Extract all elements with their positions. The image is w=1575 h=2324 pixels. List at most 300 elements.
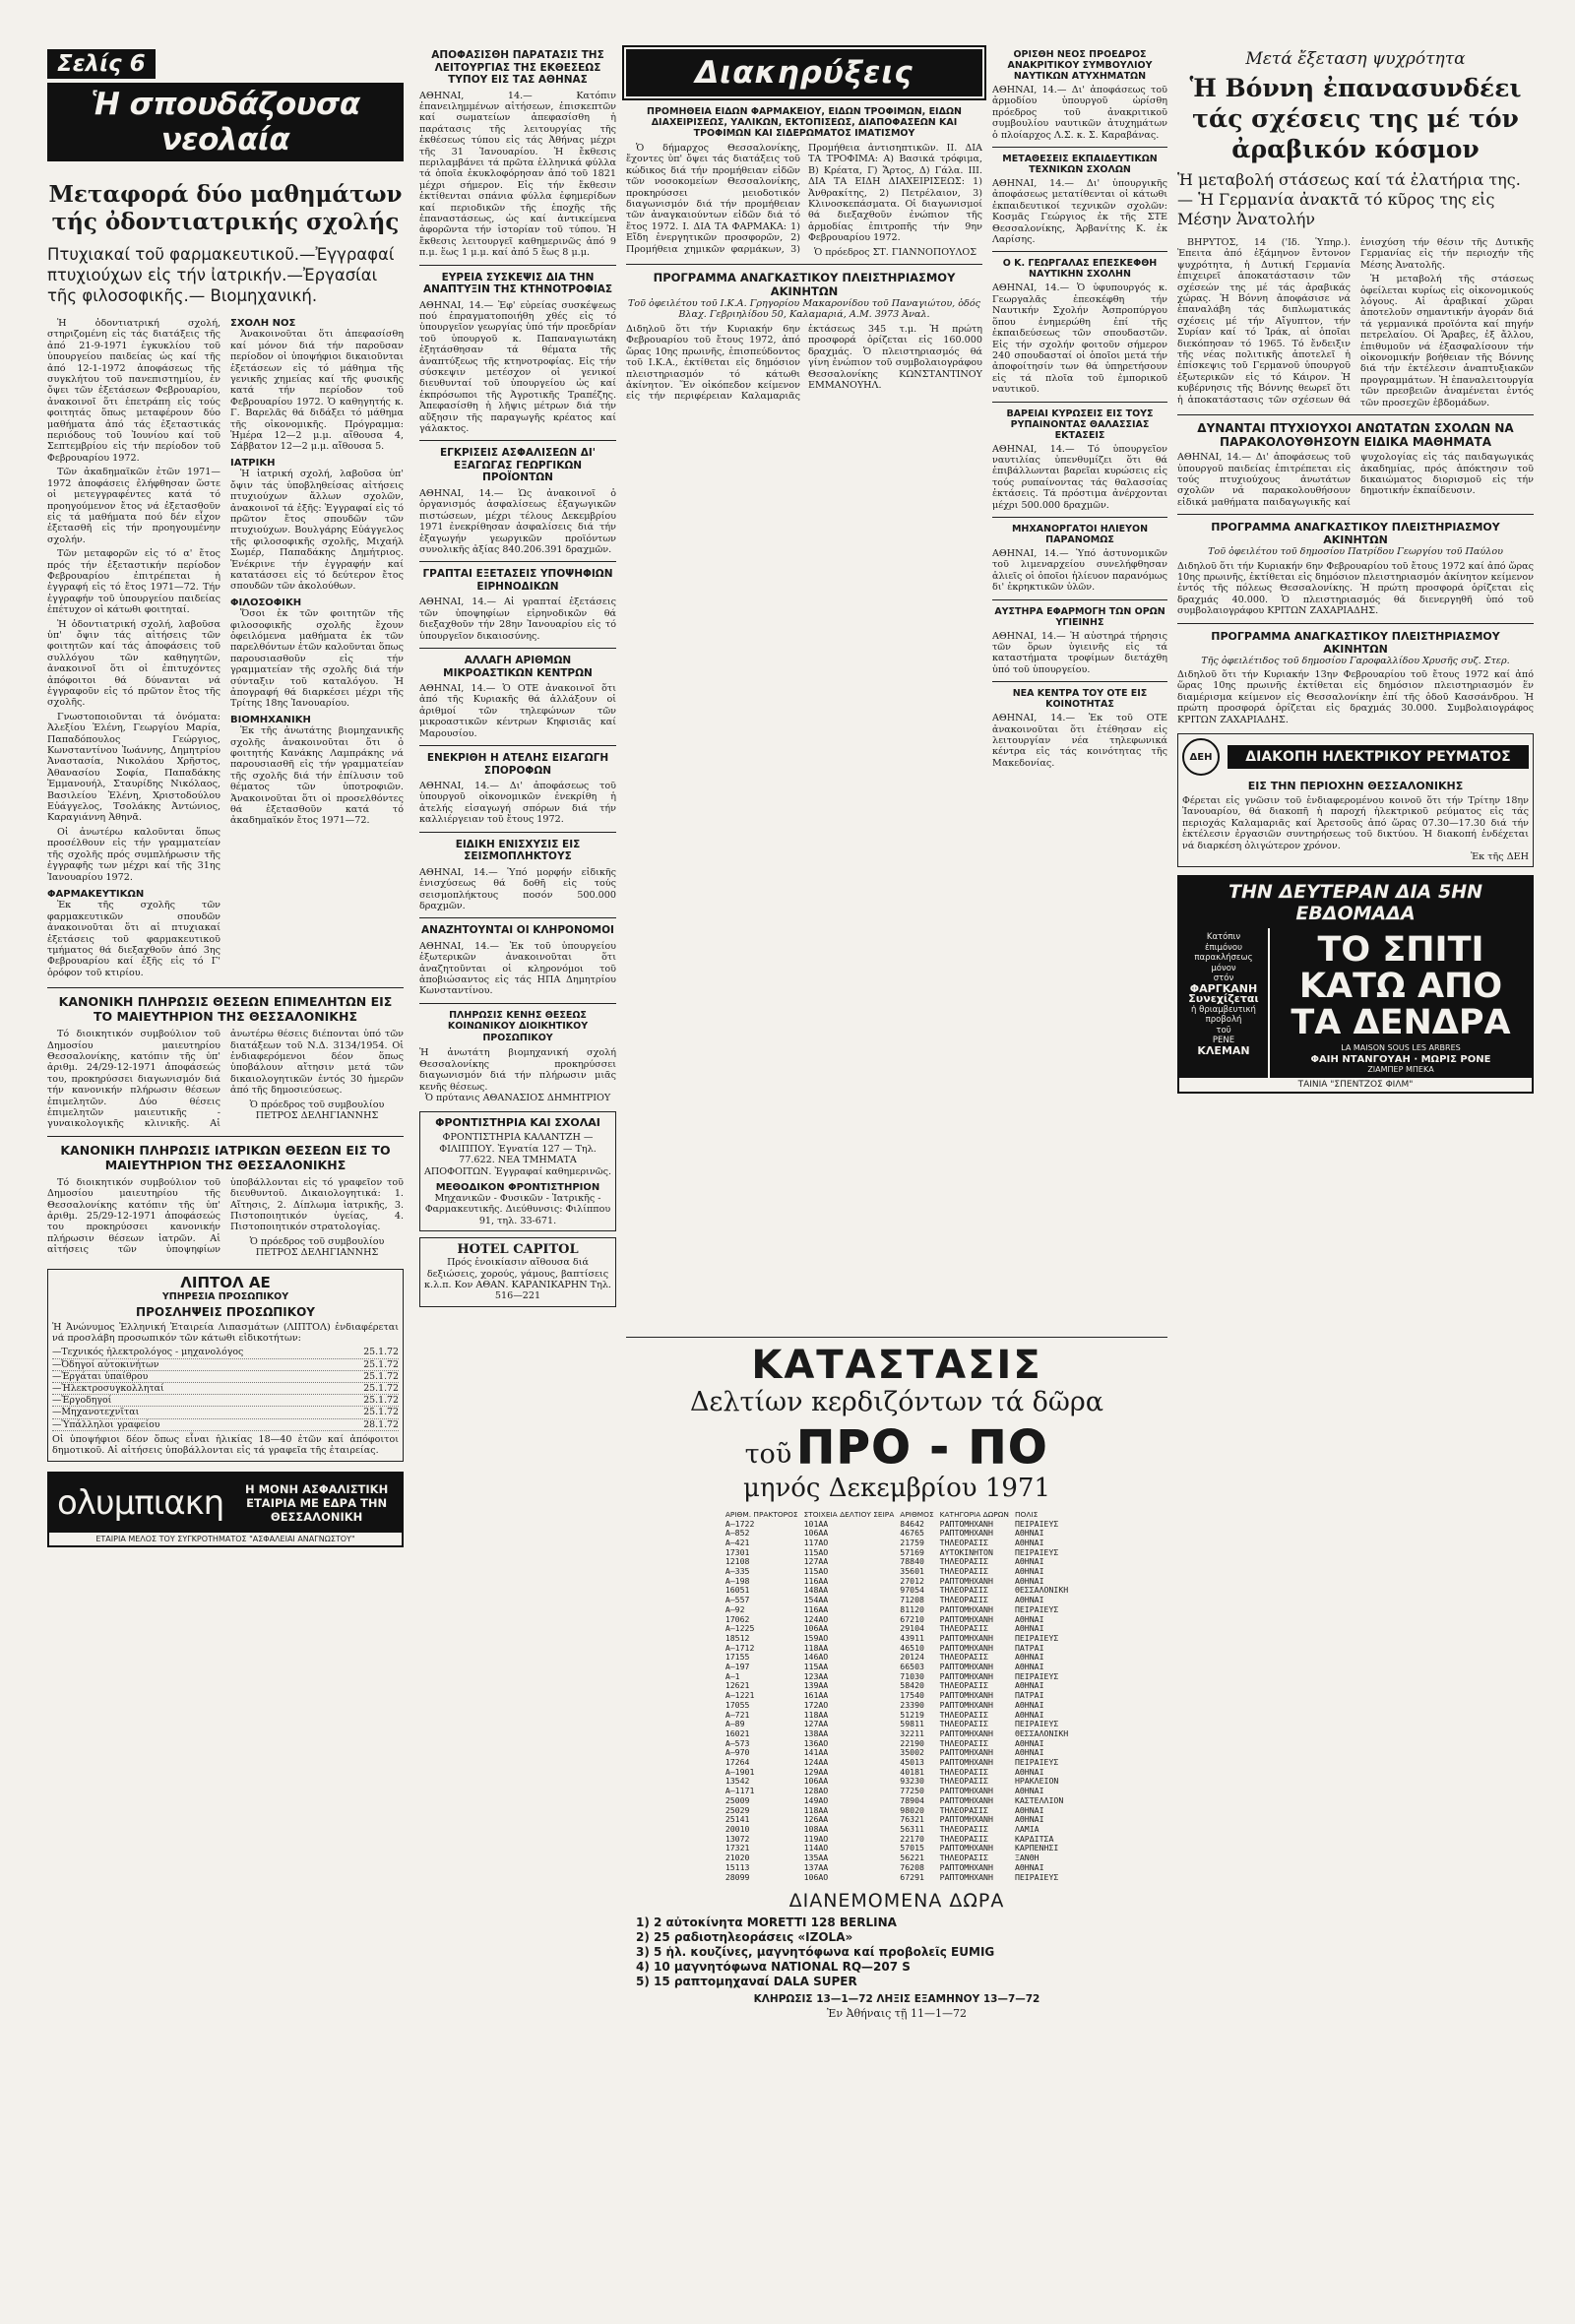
article-ygieini: ΑΘΗΝΑΙ, 14.— Ἡ αὐστηρά τήρησις τῶν ὅρων ὑγιεινῆς εἰς τά καταστήματα τροφίμων διετάχθη ὑπό τοῦ ὑπουργείου. — [992, 630, 1167, 675]
method-text: Μηχανικῶν - Φυσικῶν - Ἰατρικῆς - Φαρμακευτικῆς. Διεύθυνσις: Φιλίππου 91, τηλ. 33-671. — [424, 1193, 611, 1226]
table-cell: 12621 — [724, 1680, 750, 1691]
bonn-subtitle: Ἡ μεταβολή στάσεως καί τά ἐλατήρια της.— Ἡ Γερμανία ἀνακτᾶ τό κῦρος της εἰς Μέσην Ἀνατολήν — [1177, 170, 1521, 228]
ad-frontistiria — [419, 1111, 616, 1231]
table-cell: ΠΕΙΡΑΙΕΥΣ — [1014, 1632, 1059, 1643]
auction-title-garofallidou: ΠΡΟΓΡΑΜΜΑ ΑΝΑΓΚΑΣΤΙΚΟΥ ΠΛΕΙΣΤΗΡΙΑΣΜΟΥ ΑΚΙΝΗΤΩΝ — [1211, 629, 1500, 656]
table-cell: Α—852 — [724, 1528, 750, 1539]
cinema-left-line: μόνον — [1211, 963, 1236, 974]
table-cell: ΤΗΛΕΟΡΑΣΙΣ — [939, 1804, 988, 1815]
deh-title: ΔΙΑΚΟΠΗ ΗΛΕΚΤΡΙΚΟΥ ΡΕΥΜΑΤΟΣ — [1228, 745, 1529, 769]
liptol-item — [52, 1407, 399, 1418]
cinema-left-line: στόν — [1213, 974, 1234, 984]
table-cell: 27012 — [900, 1575, 924, 1586]
article-asfaliseis: ΑΘΗΝΑΙ, 14.— Ὡς ἀνακοινοῖ ὁ ὀργανισμός ἀσφαλίσεως ἐξαγωγικῶν πιστώσεων, μέχρι τέλους Δεκεμβρίου 1971 ἐνεκρίθησαν ἀσφαλίσεις διά τήν ἐξαγωγήν γεωργικῶν προϊόντων συνολικῆς ἀξίας 840.206.391 δραχμῶν. — [419, 487, 616, 555]
table-cell: Α—92 — [724, 1603, 745, 1614]
table-cell: 25029 — [724, 1804, 750, 1815]
propo-month: μηνός Δεκεμβρίου 1971 — [742, 1474, 1051, 1503]
table-cell: 149ΑΟ — [803, 1794, 829, 1805]
article-sporofon: ΑΘΗΝΑΙ, 14.— Δι' ἀποφάσεως τοῦ ὑπουργοῦ οἰκονομικῶν ἐνεκρίθη ἡ ἀτελής εἰσαγωγή σπόρων διά τήν καλλιέργειαν τοῦ ἔτους 1972. — [419, 781, 616, 826]
gifts-list — [626, 1916, 1167, 1989]
table-cell: ΡΑΠΤΟΜΗΧΑΝΗ — [939, 1518, 993, 1529]
paragraph: Ὁ δήμαρχος Θεσσαλονίκης, ἔχοντες ὑπ' ὄψει τάς διατάξεις τοῦ κώδικος διά τήν προμήθειαν εἰδῶν τῶν νοσοκομείων Θεσσαλονίκης, προκηρύσσει μειοδοτικόν διαγωνισμόν διά τήν προμήθειαν τῶν ἀναγκαιούντων εἰδῶν διά τό ἔτος 1972. Ι. ΔΙΑ ΤΑ ΦΑΡΜΑΚΑ: 1) Εἴδη ἐνεργητικῶν προσφορῶν, 2) Προμήθεια χημικῶν φαρμάκων, 3) Προμήθεια ἀντισηπτικῶν. ΙΙ. ΔΙΑ ΤΑ ΤΡΟΦΙΜΑ: Α) Βασικά τρόφιμα, Β) Κρέατα, Γ) Ἄρτος, Δ) Γάλα. ΙΙΙ. ΔΙΑ ΤΑ ΕΙΔΗ ΔΙΑΧΕΙΡΙΣΕΩΣ: 1) Ἀνθρακίτης, 2) Πετρέλαιον, 3) Κλινοσκεπάσματα. Οἱ διαγωνισμοί θά διεξαχθοῦν ἐνώπιον τῆς ἁρμοδίας ἐπιτροπῆς τήν 9ην Φεβρουαρίου 1972. — [626, 143, 982, 255]
diakiryxeis-text — [626, 106, 982, 258]
table-cell: 40181 — [900, 1766, 924, 1777]
table-cell: 84642 — [900, 1518, 924, 1529]
diakiryxi-title: ΠΡΟΜΗΘΕΙΑ ΕΙΔΩΝ ΦΑΡΜΑΚΕΙΟΥ, ΕΙΔΩΝ ΤΡΟΦΙΜΩΝ, ΕΙΔΩΝ ΔΙΑΧΕΙΡΙΣΕΩΣ, ΥΑΛΙΚΩΝ, ΕΚΤΟΠΙΣΕΩΣ, ΔΙΑΠΟΦΑΣΕΩΝ ΚΑΙ ΤΡΟΦΙΜΩΝ ΚΑΙ ΣΙΔΕΡΩΜΑΤΟΣ ΙΜΑΤΙΣΜΟΥ — [647, 106, 962, 139]
liptol-item-date: 25.1.72 — [363, 1395, 399, 1407]
table-cell: ΡΑΠΤΟΜΗΧΑΝΗ — [939, 1814, 993, 1825]
table-cell: ΤΗΛΕΟΡΑΣΙΣ — [939, 1595, 988, 1605]
table-cell: 16021 — [724, 1727, 750, 1738]
table-cell: ΑΘΗΝΑΙ — [1014, 1699, 1044, 1710]
table-cell: 123ΑΑ — [803, 1670, 829, 1681]
table-cell: ΑΘΗΝΑΙ — [1014, 1709, 1044, 1720]
table-cell: 115ΑΟ — [803, 1566, 829, 1577]
paragraph: ΒΗΡΥΤΟΣ, 14 ('Ιδ. Ὑπηρ.). Ἐπειτα ἀπό ἑξάμηνον ἔντονον ψυχρότητα, ἡ Δυτική Γερμανία ἐπιχειρεῖ ἀποκατάστασιν τῶν σχέσεών της μέ τάς ἀραβικάς χώρας. Ἡ Βόννη ἀποφάσισε νά ἐπαναλάβη τάς διπλωματικάς σχέσεις μέ τήν Αἴγυπτον, τήν Συρίαν καί τό Ἰράκ, αἱ ὁποῖαι διεκόπησαν τό 1965. Τό ἔνδειξιν τῆς νέας πολιτικῆς ἀποτελεῖ ἡ ἐπίσκεψις τοῦ Γερμανοῦ ὑπουργοῦ ἐξωτερικῶν εἰς τό Κάιρον. Ἡ κυβέρνησις τῆς Βόννης θεωρεῖ ὅτι ἡ ἀποκατάστασις τῶν σχέσεων θά ἐνισχύση τήν θέσιν τῆς Δυτικῆς Γερμανίας εἰς τήν περιοχήν τῆς Μέσης Ἀνατολῆς. — [1177, 237, 1534, 406]
cinema-french-title: LA MAISON SOUS LES ARBRES — [1341, 1043, 1461, 1053]
bonn-article — [1177, 237, 1534, 408]
cinema-left-line: ἐπιμόνου — [1204, 942, 1243, 953]
table-cell: 17264 — [724, 1757, 750, 1768]
cinema-left-line: ΡΕΝΕ — [1212, 1036, 1235, 1046]
table-cell: 115ΑΑ — [803, 1662, 829, 1672]
table-cell: ΘΕΣΣΑΛΟΝΙΚΗ — [1014, 1727, 1069, 1738]
article-mixanorgatoi: ΑΘΗΝΑΙ, 14.— Ὑπό ἀστυνομικῶν τοῦ λιμεναρχείου συνελήφθησαν ἁλιεῖς οἱ ὁποῖοι ἡλίευον παρανόμως δι' ἐκρηκτικῶν ὑλῶν. — [992, 547, 1167, 594]
table-cell: 46510 — [900, 1642, 924, 1653]
table-cell: ΑΘΗΝΑΙ — [1014, 1747, 1044, 1758]
table-cell: ΡΑΠΤΟΜΗΧΑΝΗ — [939, 1613, 993, 1624]
table-cell: ΡΑΠΤΟΜΗΧΑΝΗ — [939, 1575, 993, 1586]
table-cell: ΡΑΠΤΟΜΗΧΑΝΗ — [939, 1632, 993, 1643]
table-cell: 124ΑΑ — [803, 1757, 829, 1768]
headline-klironomoi: ΑΝΑΖΗΤΟΥΝΤΑΙ ΟΙ ΚΛΗΡΟΝΟΜΟΙ — [421, 924, 614, 937]
liptol-item-name: —Ὑπάλληλοι γραφείου — [52, 1418, 160, 1430]
table-cell: 117ΑΟ — [803, 1537, 829, 1547]
table-cell: Α—1 — [724, 1670, 740, 1681]
paragraph: Τό διοικητικόν συμβούλιον τοῦ Δημοσίου μαιευτηρίου Θεσσαλονίκης, κατόπιν τῆς ὑπ' ἀριθμ. 24/29-12-1971 ἀποφάσεώς του, προκηρύσσει διαγωνισμόν διά τήν κανονικήν πλήρωσιν θέσεων ἐπιμελητῶν. Δύο θέσεις ἐπιμελητῶν μαιευτικῆς - γυναικολογικῆς κλινικῆς. Αἱ ἀνωτέρω θέσεις διέπονται ὑπό τῶν διατάξεων τοῦ Ν.Δ. 3134/1954. Οἱ ἐνδιαφερόμενοι δέον ὅπως ὑποβάλουν αἴτησιν μετά τῶν δικαιολογητικῶν ἐντός 30 ἡμερῶν ἀπό τῆς δημοσιεύσεως. — [47, 1029, 404, 1130]
table-cell: ΤΗΛΕΟΡΑΣΙΣ — [939, 1623, 988, 1634]
table-cell: ΡΑΠΤΟΜΗΧΑΝΗ — [939, 1794, 993, 1805]
article-plirosis-thesis: Ἡ ἀνωτάτη βιομηχανική σχολή Θεσσαλονίκης προκηρύσσει διαγωνισμόν διά τήν πλήρωσιν μιᾶς κενῆς θέσεως. — [419, 1047, 616, 1093]
table-cell: ΑΘΗΝΑΙ — [1014, 1804, 1044, 1815]
table-cell: ΡΑΠΤΟΜΗΧΑΝΗ — [939, 1757, 993, 1768]
main-subtitle: Πτυχιακαί τοῦ φαρμακευτικοῦ.—Ἐγγραφαί πτυχιούχων εἰς τήν ἰατρικήν.—Ἐργασίαι τῆς φιλοσοφικῆς.— Βιομηχανική. — [47, 245, 395, 305]
column-2 — [419, 49, 616, 1307]
table-cell: ΤΗΛΕΟΡΑΣΙΣ — [939, 1833, 988, 1844]
cinema-stars: ΦΑΙΗ ΝΤΑΝΓΟΥΑΗ · ΜΩΡΙΣ ΡΟΝΕ — [1310, 1054, 1491, 1066]
propo-table — [723, 1511, 1071, 1882]
table-cell: ΑΘΗΝΑΙ — [1014, 1556, 1044, 1567]
subhead-nos: ΣΧΟΛΗ ΝΟΣ — [230, 318, 296, 329]
propo-logo: ΠΡΟ - ΠΟ — [796, 1420, 1049, 1474]
table-cell: ΛΑΜΙΑ — [1014, 1824, 1040, 1834]
table-cell: 43911 — [900, 1632, 924, 1643]
auction-text-patridou: Διδηλοῦ ὅτι τήν Κυριακήν 6ην Φεβρουαρίου τοῦ ἔτους 1972 καί ἀπό ὥρας 10ης πρωινῆς, ἐκτίθεται εἰς δημόσιον πλειστηριασμόν ἀκίνητον κείμενον ἐντός τῆς πόλεως Θεσσαλονίκης. Ἡ πρώτη προσφορά ὁρίζεται εἰς δραχμάς 40.000. Ὁ πλειστηριασμός θά διενεργηθῆ ὑπό τοῦ συμβολαιογράφου ΚΡΙΤΩΝ ΖΑΧΑΡΙΑΔΗΣ. — [1177, 560, 1534, 617]
gift-item: 4) 10 μαγνητόφωνα NATIONAL RQ—207 S — [636, 1960, 911, 1975]
table-cell: ΗΡΑΚΛΕΙΟΝ — [1014, 1776, 1059, 1787]
table-cell: 106ΑΑ — [803, 1623, 829, 1634]
table-cell: ΞΑΝΘΗ — [1014, 1853, 1040, 1863]
table-cell: 45013 — [900, 1757, 924, 1768]
table-cell: Α—721 — [724, 1709, 750, 1720]
liptol-item-name: —Ἠλεκτροσυγκολληταί — [52, 1383, 164, 1395]
headline-arithmon: ΑΛΛΑΓΗ ΑΡΙΘΜΩΝ ΜΙΚΡΟΑΣΤΙΚΩΝ ΚΕΝΤΡΩΝ — [443, 655, 593, 679]
frontistiria-text: ΦΡΟΝΤΙΣΤΗΡΙΑ ΚΑΛΑΝΤΖΗ — ΦΙΛΙΠΠΟΥ. Ἐγνατία 127 — Τηλ. 77.622. ΝΕΑ ΤΜΗΜΑΤΑ ΑΠΟΦΟΙΤΩΝ. Ἐγγραφαί καθημερινῶς. — [424, 1132, 611, 1177]
cinema-extra: ΖΙΑΜΠΕΡ ΜΠΕΚΑ — [1367, 1065, 1434, 1075]
table-cell: Α—970 — [724, 1747, 750, 1758]
cinema-left-line: ΚΛΕΜΑΝ — [1197, 1043, 1250, 1057]
table-cell: 56311 — [900, 1824, 924, 1834]
table-cell: 17055 — [724, 1699, 750, 1710]
table-cell: 126ΑΑ — [803, 1814, 829, 1825]
table-cell: ΚΑΡΔΙΤΣΑ — [1014, 1833, 1054, 1844]
liptol-item-name: —Ἐργοδηγοί — [52, 1395, 112, 1407]
liptol-heading: ΠΡΟΣΛΗΨΕΙΣ ΠΡΟΣΩΠΙΚΟΥ — [136, 1304, 315, 1319]
method-title: ΜΕΘΟΔΙΚΟΝ ΦΡΟΝΤΙΣΤΗΡΙΟΝ — [435, 1182, 600, 1193]
table-cell: ΡΑΠΤΟΜΗΧΑΝΗ — [939, 1642, 993, 1653]
article-ote: ΑΘΗΝΑΙ, 14.— Ἐκ τοῦ ΟΤΕ ἀνακοινοῦται ὅτι ἐτέθησαν εἰς λειτουργίαν νέα τηλεφωνικά κέντρα εἰς τάς κοινότητας τῆς Μακεδονίας. — [992, 713, 1167, 769]
subhead-biomixaniki: ΒΙΟΜΗΧΑΝΙΚΗ — [230, 714, 311, 725]
deh-sign: Ἐκ τῆς ΔΕΗ — [1470, 851, 1529, 863]
table-cell: ΤΗΛΕΟΡΑΣΙΣ — [939, 1537, 988, 1547]
table-cell: 17155 — [724, 1652, 750, 1663]
headline-asfaliseis: ΕΓΚΡΙΣΕΙΣ ΑΣΦΑΛΙΣΕΩΝ ΔΙ' ΕΞΑΓΩΓΑΣ ΓΕΩΡΓΙΚΩΝ ΠΡΟΪΟΝΤΩΝ — [439, 447, 597, 484]
table-cell: ΠΕΙΡΑΙΕΥΣ — [1014, 1871, 1059, 1882]
table-cell: ΤΗΛΕΟΡΑΣΙΣ — [939, 1566, 988, 1577]
paragraph: Τῶν ἀκαδημαϊκῶν ἐτῶν 1971—1972 ἀποφάσεις ἐλήφθησαν ὥστε οἱ μετεγγραφέντες κατά τό προηγούμενον ἔτος νά ἐξετασθοῦν εἰς τά μαθήματα πού δέν εἶχον ἐξετασθῆ εἰς τήν προηγουμένην σχολήν. — [47, 467, 220, 545]
table-cell: 71208 — [900, 1595, 924, 1605]
headline-ptyxiouxoi: ΔΥΝΑΝΤΑΙ ΠΤΥΧΙΟΥΧΟΙ ΑΝΩΤΑΤΩΝ ΣΧΟΛΩΝ ΝΑ ΠΑΡΑΚΟΛΟΥΘΗΣΟΥΝ ΕΙΔΙΚΑ ΜΑΘΗΜΑΤΑ — [1197, 421, 1514, 450]
headline-ktinotrofia: ΕΥΡΕΙΑ ΣΥΣΚΕΨΙΣ ΔΙΑ ΤΗΝ ΑΝΑΠΤΥΞΙΝ ΤΗΣ ΚΤΗΝΟΤΡΟΦΙΑΣ — [422, 271, 613, 296]
table-cell: 108ΑΑ — [803, 1824, 829, 1834]
table-cell: ΑΘΗΝΑΙ — [1014, 1652, 1044, 1663]
liptol-item-date: 28.1.72 — [363, 1418, 399, 1430]
table-cell: 98020 — [900, 1804, 924, 1815]
table-cell: ΡΑΠΤΟΜΗΧΑΝΗ — [939, 1699, 993, 1710]
table-cell: ΠΕΙΡΑΙΕΥΣ — [1014, 1757, 1059, 1768]
table-cell: 35601 — [900, 1566, 924, 1577]
table-cell: 128ΑΟ — [803, 1786, 829, 1796]
paragraph: Ἐκ τῆς ἀνωτάτης βιομηχανικῆς σχολῆς ἀνακοινοῦται ὅτι ὁ φοιτητής Κανάκης Λαμπράκης νά παρουσιασθῆ εἰς τήν γραμματείαν τῆς σχολῆς διά τήν ἐπίλυσιν τοῦ θέματος τῶν ὑποτροφιῶν. Ἀνακοινοῦται ὅτι οἱ προσελθόντες θά ἐξετασθοῦν κατά τό ἀκαδημαϊκόν ἔτος 1971—72. — [230, 725, 404, 827]
article-georgalas: ΑΘΗΝΑΙ, 14.— Ὁ ὑφυπουργός κ. Γεωργαλᾶς ἐπεσκέφθη τήν Ναυτικήν Σχολήν Ἀσπροπύργου ὅπου ἐνημερώθη ἐπί τῆς ἐκπαιδεύσεως τῶν σπουδαστῶν. Εἰς τήν σχολήν φοιτοῦν σήμερον 240 σπουδασταί οἱ ὁποῖοι μετά τήν ἀποφοίτησίν των θά ὑπηρετήσουν εἰς τά πλοῖα τοῦ ἐμπορικοῦ ναυτικοῦ. — [992, 283, 1167, 396]
table-cell: ΑΘΗΝΑΙ — [1014, 1814, 1044, 1825]
table-cell: 148ΑΑ — [803, 1585, 829, 1596]
headline-seismoplikton: ΕΙΔΙΚΗ ΕΝΙΣΧΥΣΙΣ ΕΙΣ ΣΕΙΣΜΟΠΛΗΚΤΟΥΣ — [455, 838, 581, 863]
table-cell: ΤΗΛΕΟΡΑΣΙΣ — [939, 1585, 988, 1596]
gift-item: 1) 2 αὐτοκίνητα MORETTI 128 BERLINA — [636, 1916, 897, 1930]
gifts-title: ΔΙΑΝΕΜΟΜΕΝΑ ΔΩΡΑ — [788, 1890, 1005, 1913]
propo-subtitle: Δελτίων κερδιζόντων τά δῶρα — [689, 1387, 1104, 1417]
table-cell: ΑΥΤΟΚΙΝΗΤΟΝ — [939, 1546, 993, 1557]
auction-sub-ika: Τοῦ ὀφειλέτου τοῦ Ι.Κ.Α. Γρηγορίου Μακαρονίδου τοῦ Παναγιώτου, ὁδός Βλαχ. Γεβριηλίδου 50, Καλαμαριά, Α.Μ. 3973 Ἀναλ. — [628, 298, 980, 321]
table-cell: ΠΑΤΡΑΙ — [1014, 1690, 1044, 1701]
table-cell: 17301 — [724, 1546, 750, 1557]
table-cell: 58420 — [900, 1680, 924, 1691]
liptol-item-date: 25.1.72 — [363, 1383, 399, 1395]
table-cell: ΑΘΗΝΑΙ — [1014, 1528, 1044, 1539]
table-cell: 22170 — [900, 1833, 924, 1844]
article-text-right — [230, 318, 404, 981]
table-cell: 118ΑΑ — [803, 1642, 829, 1653]
table-cell: Α—573 — [724, 1737, 750, 1748]
article-metatheseis: ΑΘΗΝΑΙ, 14.— Δι' ὑπουργικῆς ἀποφάσεως μετατίθενται οἱ κάτωθι ἐκπαιδευτικοί τεχνικῶν σχολῶν: Κοσμᾶς Γεώργιος ἐκ τῆς ΣΤΕ Θεσσαλονίκης, Ἀρβανίτης Κ. ἐκ Λαρίσης. — [992, 178, 1167, 246]
table-cell: 106ΑΑ — [803, 1528, 829, 1539]
table-cell: ΡΑΠΤΟΜΗΧΑΝΗ — [939, 1861, 993, 1872]
table-cell: 18512 — [724, 1632, 750, 1643]
table-cell: 17321 — [724, 1843, 750, 1853]
table-cell: 138ΑΑ — [803, 1727, 829, 1738]
table-cell: ΘΕΣΣΑΛΟΝΙΚΗ — [1014, 1585, 1069, 1596]
table-header: ΣΤΟΙΧΕΙΑ ΔΕΛΤΙΟΥ ΣΕΙΡΑ — [803, 1510, 895, 1519]
table-cell: 17062 — [724, 1613, 750, 1624]
olympiaki-brand: ολυμπιακη — [57, 1482, 224, 1523]
table-cell: ΤΗΛΕΟΡΑΣΙΣ — [939, 1853, 988, 1863]
article-arithmon: ΑΘΗΝΑΙ, 14.— Ὁ ΟΤΕ ἀνακοινοῖ ὅτι ἀπό τῆς Κυριακῆς θά ἀλλάξουν οἱ ἀριθμοί τῶν τηλεφώνων τῶν μικροαστικῶν κέντρων Κηφισιᾶς καί Μαρουσίου. — [419, 683, 616, 739]
article-eirinodikon: ΑΘΗΝΑΙ, 14.— Αἱ γραπταί ἐξετάσεις τῶν ὑποψηφίων εἰρηνοδικῶν θά διεξαχθοῦν τήν 28ην Ἰανουαρίου εἰς τό ὑπουργεῖον δικαιοσύνης. — [419, 597, 616, 642]
table-cell: ΡΑΠΤΟΜΗΧΑΝΗ — [939, 1747, 993, 1758]
subhead-iatriki: ΙΑΤΡΙΚΗ — [230, 457, 276, 469]
table-cell: 16051 — [724, 1585, 750, 1596]
table-cell: 32211 — [900, 1727, 924, 1738]
table-cell: Α—557 — [724, 1595, 750, 1605]
table-cell: ΡΑΠΤΟΜΗΧΑΝΗ — [939, 1843, 993, 1853]
table-cell: 20124 — [900, 1652, 924, 1663]
paragraph: Γνωστοποιοῦνται τά ὀνόματα: Ἀλεξίου Ἐλένη, Γεωργίου Μαρία, Παπαδόπουλος Γεώργιος, Κωνσταντίνου Ἰωάννης, Δημητρίου Ἀναστασία, Νικολάου Χρῆστος, Ἀθανασίου Σοφία, Παπαδάκης Ἐμμανουήλ, Σταυρίδης Νικόλαος, Βασιλείου Ἑλένη, Χριστοδούλου Εὐάγγελος, Τσολάκης Ἀντώνιος, Καραγιάννη Ἀθηνᾶ. — [47, 711, 220, 824]
liptol-item — [52, 1347, 399, 1358]
article-naftikon: ΑΘΗΝΑΙ, 14.— Δι' ἀποφάσεως τοῦ ἀρμοδίου ὑπουργοῦ ὡρίσθη πρόεδρος τοῦ ἀνακριτικοῦ συμβουλίου ναυτικῶν ἀτυχημάτων ὁ πλοίαρχος Λ.Σ. κ. Σ. Καραβάνας. — [992, 85, 1167, 141]
table-cell: 78840 — [900, 1556, 924, 1567]
cinema-left-line: τοῦ — [1216, 1025, 1231, 1036]
table-cell: 56221 — [900, 1853, 924, 1863]
article-seismoplikton: ΑΘΗΝΑΙ, 14.— Ὑπό μορφήν εἰδικῆς ἐνισχύσεως θά δοθῆ εἰς τούς σεισμοπλήκτους ποσόν 500.000 δραχμῶν. — [419, 866, 616, 911]
table-cell: 137ΑΑ — [803, 1861, 829, 1872]
table-cell: ΑΘΗΝΑΙ — [1014, 1737, 1044, 1748]
paragraph: Ἡ μεταβολή τῆς στάσεως ὀφείλεται κυρίως εἰς οἰκονομικούς λόγους. Αἱ ἀραβικαί χῶραι ἀποτελοῦν σημαντικήν ἀγοράν διά τά γερμανικά προϊόντα καί πηγήν πετρελαίου. Οἱ Ἄραβες, ἐξ ἄλλου, ἐπιθυμοῦν νά ἐξασφαλίσουν τήν οἰκονομικήν βοήθειαν τῆς Βόννης διά τήν ἐκτέλεσιν ἀναπτυξιακῶν προγραμμάτων. Ἡ ἐπαναλειτουργία τῶν πρεσβειῶν ἀναμένεται ἐντός τῶν προσεχῶν ἑβδομάδων. — [1360, 274, 1534, 408]
table-cell: 46765 — [900, 1528, 924, 1539]
table-cell: ΠΕΙΡΑΙΕΥΣ — [1014, 1670, 1059, 1681]
propo-tou: τοῦ — [744, 1439, 792, 1470]
table-cell: ΑΘΗΝΑΙ — [1014, 1623, 1044, 1634]
paragraph: Ἡ ἰατρική σχολή, λαβοῦσα ὑπ' ὄψιν τάς ὑποβληθείσας αἰτήσεις πτυχιούχων ἄλλων σχολῶν, ἀνακοινοῖ τά ἑξῆς: Ἐγγραφαί εἰς τό πρῶτον ἔτος σπουδῶν τῶν πτυχιούχων. Βουλγάρης Εὐάγγελος τῆς φιλοσοφικῆς σχολῆς, Μιχαήλ Σωμέρ, Παπαδάκης Δημήτριος. Ἐνέκρινε τήν ἐγγραφήν καί κατατάσσει εἰς τό δεύτερον ἔτος σπουδῶν τῶν ἀκολούθων. — [230, 469, 404, 593]
notice-title-epimelites: ΚΑΝΟΝΙΚΗ ΠΛΗΡΩΣΙΣ ΘΕΣΕΩΝ ΕΠΙΜΕΛΗΤΩΝ ΕΙΣ ΤΟ ΜΑΙΕΥΤΗΡΙΟΝ ΤΗΣ ΘΕΣΣΑΛΟΝΙΚΗΣ — [58, 994, 393, 1025]
table-cell: 59811 — [900, 1719, 924, 1729]
liptol-item — [52, 1359, 399, 1371]
table-cell: ΑΘΗΝΑΙ — [1014, 1680, 1044, 1691]
auction-text-garofallidou: Διδηλοῦ ὅτι τήν Κυριακήν 13ην Φεβρουαρίου τοῦ ἔτους 1972 καί ἀπό ὥρας 10ης πρωινῆς ἐκτίθεται εἰς δημόσιον πλειστηριασμόν ἕν διαμέρισμα κείμενον εἰς Θεσσαλονίκην ἐπί τῆς ὁδοῦ Κασσάνδρου. Ἡ πρώτη προσφορά ὁρίζεται εἰς δραχμάς 30.000. Συμβολαιογράφος ΚΡΙΤΩΝ ΖΑΧΑΡΙΑΔΗΣ. — [1177, 668, 1534, 725]
table-cell: 124ΑΟ — [803, 1613, 829, 1624]
table-cell: 101ΑΑ — [803, 1518, 829, 1529]
notice-title-iatrikon: ΚΑΝΟΝΙΚΗ ΠΛΗΡΩΣΙΣ ΙΑΤΡΙΚΩΝ ΘΕΣΕΩΝ ΕΙΣ ΤΟ ΜΑΙΕΥΤΗΡΙΟΝ ΤΗΣ ΘΕΣΣΑΛΟΝΙΚΗΣ — [60, 1142, 391, 1172]
auction-text-ika: Διδηλοῦ ὅτι τήν Κυριακήν 6ην Φεβρουαρίου τοῦ ἔτους 1972, ἀπό ὥρας 10ης πρωινῆς, ἐπισπεύδοντος τοῦ Ι.Κ.Α., ἐκτίθεται εἰς δημόσιον πλειστηριασμόν τό κάτωθι ἀκίνητον. Ἕν οἰκόπεδον κείμενον εἰς τήν περιφέρειαν Καλαμαριᾶς ἐκτάσεως 345 τ.μ. Ἡ πρώτη προσφορά ὁρίζεται εἰς 160.000 δραχμάς. Ὁ πλειστηριασμός θά γίνη ἐνώπιον τοῦ συμβολαιογράφου Θεσσαλονίκης ΚΩΝΣΤΑΝΤΙΝΟΥ ΕΜΜΑΝΟΥΗΛ. — [626, 323, 982, 403]
liptol-list — [52, 1347, 399, 1430]
table-cell: 15113 — [724, 1861, 750, 1872]
table-cell: 13072 — [724, 1833, 750, 1844]
headline-ekthesi-typou: ΑΠΟΦΑΣΙΣΘΗ ΠΑΡΑΤΑΣΙΣ ΤΗΣ ΛΕΙΤΟΥΡΓΙΑΣ ΤΗΣ ΕΚΘΕΣΕΩΣ ΤΥΠΟΥ ΕΙΣ ΤΑΣ ΑΘΗΝΑΣ — [431, 49, 604, 86]
table-header: ΑΡΙΘΜ. ΠΡΑΚΤΟΡΟΣ — [724, 1510, 798, 1519]
cinema-left-line: Συνεχίζεται — [1188, 992, 1259, 1006]
column-4 — [992, 49, 1167, 769]
cinema-title: ΤΟ ΣΠΙΤΙ ΚΑΤΩ ΑΠΟ ΤΑ ΔΕΝΔΡΑ — [1291, 930, 1511, 1043]
cinema-left-line: ἡ θριαμβευτική — [1191, 1004, 1256, 1015]
auction-sub-patridou: Τοῦ ὀφειλέτου τοῦ δημοσίου Πατρίδου Γεωργίου τοῦ Παύλου — [1208, 546, 1503, 558]
auction-title-ika: ΠΡΟΓΡΑΜΜΑ ΑΝΑΓΚΑΣΤΙΚΟΥ ΠΛΕΙΣΤΗΡΙΑΣΜΟΥ ΑΚΙΝΗΤΩΝ — [653, 271, 956, 299]
column-5 — [1177, 49, 1534, 1094]
headline-kyroseis: ΒΑΡΕΙΑΙ ΚΥΡΩΣΕΙΣ ΕΙΣ ΤΟΥΣ ΡΥΠΑΙΝΟΝΤΑΣ ΘΑΛΑΣΣΙΑΣ ΕΚΤΑΣΕΙΣ — [1006, 408, 1154, 441]
notice-text-epimelites — [47, 1029, 404, 1130]
propo-title: ΚΑΤΑΣΤΑΣΙΣ — [751, 1343, 1042, 1388]
table-cell: 161ΑΑ — [803, 1690, 829, 1701]
table-cell: 172ΑΟ — [803, 1699, 829, 1710]
table-cell: 129ΑΑ — [803, 1766, 829, 1777]
liptol-item-date: 25.1.72 — [363, 1358, 399, 1370]
table-cell: 12108 — [724, 1556, 750, 1567]
column-3 — [626, 49, 982, 403]
gift-item: 3) 5 ἡλ. κουζίνες, μαγνητόφωνα καί προβολεῖς EUMIG — [636, 1945, 995, 1960]
ad-hotel-capitol — [419, 1237, 616, 1307]
table-cell: Α—1712 — [724, 1642, 755, 1653]
subhead-farmakeutikon: ΦΑΡΜΑΚΕΥΤΙΚΩΝ — [47, 888, 145, 900]
table-cell: 57169 — [900, 1546, 924, 1557]
cinema-left-line: Κατόπιν — [1206, 932, 1241, 943]
table-cell: ΡΑΠΤΟΜΗΧΑΝΗ — [939, 1786, 993, 1796]
liptol-item — [52, 1371, 399, 1383]
table-cell: 136ΑΟ — [803, 1737, 829, 1748]
table-cell: ΤΗΛΕΟΡΑΣΙΣ — [939, 1652, 988, 1663]
notice-text-iatrikon — [47, 1177, 404, 1259]
article-ekthesi-typou: ΑΘΗΝΑΙ, 14.— Κατόπιν ἐπανειλημμένων αἰτήσεων, ἐπισκεπτῶν καί σωματείων ἀπεφασίσθη ἡ παράτασις τῆς λειτουργίας τῆς ἐκθέσεως τύπου εἰς τάς Ἀθήνας μέχρι τῆς 31 Ἰανουαρίου. Ἡ ἔκθεσις περιλαμβάνει τά πρῶτα ἑλληνικά φύλλα τά ὁποῖα ἐκυκλοφόρησαν ἀπό τοῦ 1821 μέχρι σήμερον. Εἰς τήν ἔκθεσιν ἐκτίθενται σπάνια φύλλα ἐφημερίδων καί περιοδικῶν τῆς ἐποχῆς τῆς ἐπαναστάσεως, ὡς καί ἀντικείμενα ἀφορῶντα τήν ἱστορίαν τοῦ τύπου. Ἡ ἔκθεσις λειτουργεῖ καθημερινῶς ἀπό 9 π.μ. ἕως 1 μ.μ. καί ἀπό 5 ἕως 8 μ.μ. — [419, 90, 616, 259]
paragraph: Ἐκ τῆς σχολῆς τῶν φαρμακευτικῶν σπουδῶν ἀνακοινοῦται ὅτι αἱ πτυχιακαί ἐξετάσεις τοῦ φαρμακευτικοῦ τμήματος θά διεξαχθοῦν ἀπό 3ης Φεβρουαρίου καί ἑξῆς εἰς τό Γ' ὁρόφον τοῦ κτιρίου. — [47, 900, 220, 978]
table-cell: 23390 — [900, 1699, 924, 1710]
headline-ote: ΝΕΑ ΚΕΝΤΡΑ ΤΟΥ ΟΤΕ ΕΙΣ ΚΟΙΝΟΤΗΤΑΣ — [1012, 688, 1148, 711]
frontistiria-title: ΦΡΟΝΤΙΣΤΗΡΙΑ ΚΑΙ ΣΧΟΛΑΙ — [435, 1116, 600, 1130]
liptol-title: ΛΙΠΤΟΛ ΑΕ — [180, 1273, 271, 1291]
table-cell: Α—198 — [724, 1575, 750, 1586]
liptol-item — [52, 1419, 399, 1431]
paragraph: Ὅσοι ἐκ τῶν φοιτητῶν τῆς φιλοσοφικῆς σχολῆς ἔχουν ὀφειλόμενα μαθήματα ἐκ τῶν παρελθόντων ἐτῶν καλοῦνται ὅπως παρουσιασθοῦν εἰς τήν γραμματείαν τῆς σχολῆς διά τήν σύνταξιν τοῦ καταλόγου. Ἡ ἀπογραφή θά διαρκέσει μέχρι τῆς Τρίτης 18ης Ἰανουαρίου. — [230, 608, 404, 710]
article-ptyxiouxoi: ΑΘΗΝΑΙ, 14.— Δι' ἀποφάσεως τοῦ ὑπουργοῦ παιδείας ἐπιτρέπεται εἰς τούς πτυχιούχους ἀνωτάτων σχολῶν νά παρακολουθήσουν εἰδικά μαθήματα παιδαγωγικῆς καί ψυχολογίας εἰς τάς παιδαγωγικάς ἀκαδημίας, πρός ἀπόκτησιν τοῦ δικαιώματος διορισμοῦ εἰς τήν δημοτικήν ἐκπαίδευσιν. — [1177, 452, 1534, 508]
table-cell: ΡΑΠΤΟΜΗΧΑΝΗ — [939, 1528, 993, 1539]
table-cell: 76208 — [900, 1861, 924, 1872]
cinema-left-line: παρακλήσεως — [1194, 953, 1253, 964]
table-cell: Α—1171 — [724, 1786, 755, 1796]
section-banner: Ἡ σπουδάζουσα νεολαία — [47, 83, 404, 161]
table-cell: 17540 — [900, 1690, 924, 1701]
table-cell: ΑΘΗΝΑΙ — [1014, 1861, 1044, 1872]
olympiaki-footer: ΕΤΑΙΡΙΑ ΜΕΛΟΣ ΤΟΥ ΣΥΓΚΡΟΤΗΜΑΤΟΣ "ΑΣΦΑΛΕΙΑΙ ΑΝΑΓΝΩΣΤΟΥ" — [95, 1534, 355, 1543]
paragraph: Τῶν μεταφορῶν εἰς τό α' ἔτος πρός τήν ἐξεταστικήν περίοδον Φεβρουαρίου ἐπιτρέπεται ἡ ἐγγραφή εἰς τό ἔτος 1971—72. Τήν ἐγγραφήν τοῦ ὑπουργείου παιδείας ἐπέτυχον οἱ κάτωθι φοιτηταί. — [47, 548, 220, 616]
table-cell: 66503 — [900, 1662, 924, 1672]
cinema-left-panel — [1179, 928, 1270, 1078]
table-cell: Α—1722 — [724, 1518, 755, 1529]
cinema-top: ΤΗΝ ΔΕΥΤΕΡΑΝ ΔΙΑ 5ΗΝ ΕΒΔΟΜΑΔΑ — [1179, 877, 1532, 928]
liptol-text: Ἡ Ἀνώνυμος Ἑλληνική Ἑταιρεία Λιπασμάτων (ΛΙΠΤΟΛ) ἐνδιαφέρεται νά προσλάβη προσωπικόν τῶν κάτωθι εἰδικοτήτων: — [52, 1321, 399, 1345]
table-cell: ΠΑΤΡΑΙ — [1014, 1642, 1044, 1653]
table-cell: 139ΑΑ — [803, 1680, 829, 1691]
table-cell: ΠΕΙΡΑΙΕΥΣ — [1014, 1603, 1059, 1614]
table-cell: 118ΑΑ — [803, 1709, 829, 1720]
subhead-filosofiki: ΦΙΛΟΣΟΦΙΚΗ — [230, 597, 302, 608]
table-cell: 106ΑΟ — [803, 1871, 829, 1882]
propo-results — [626, 1337, 1167, 2020]
table-header: ΑΡΙΘΜΟΣ — [900, 1510, 934, 1519]
bonn-kicker: Μετά ἔξεταση ψυχρότητα — [1245, 49, 1466, 69]
headline-metatheseis: ΜΕΤΑΘΕΣΕΙΣ ΕΚΠΑΙΔΕΥΤΙΚΩΝ ΤΕΧΝΙΚΩΝ ΣΧΟΛΩΝ — [1002, 154, 1158, 176]
table-cell: 76321 — [900, 1814, 924, 1825]
table-cell: ΤΗΛΕΟΡΑΣΙΣ — [939, 1776, 988, 1787]
headline-ygieini: ΑΥΣΤΗΡΑ ΕΦΑΡΜΟΓΗ ΤΩΝ ΟΡΩΝ ΥΓΙΕΙΝΗΣ — [994, 605, 1166, 628]
table-cell: 106ΑΑ — [803, 1776, 829, 1787]
table-cell: ΑΘΗΝΑΙ — [1014, 1786, 1044, 1796]
liptol-item-date: 25.1.72 — [363, 1407, 399, 1418]
table-cell: Α—421 — [724, 1537, 750, 1547]
table-cell: 21759 — [900, 1537, 924, 1547]
headline-mixanorgatoi: ΜΗΧΑΝΟΡΓΑΤΟΙ ΗΛΙΕΥΟΝ ΠΑΡΑΝΟΜΩΣ — [1011, 523, 1149, 545]
auction-sub-garofallidou: Τῆς ὀφειλέτιδος τοῦ δημοσίου Γαροφαλλίδου Χρυσῆς συζ. Στερ. — [1201, 655, 1510, 666]
table-cell: 29104 — [900, 1623, 924, 1634]
paragraph: Ἡ ὀδοντιατρική σχολή, λαβοῦσα ὑπ' ὄψιν τάς αἰτήσεις τῶν φοιτητῶν καί τάς ἀποφάσεις τοῦ συλλόγου τῶν καθηγητῶν, ἀνακοινοῖ ὅτι οἱ ἐπιτυχόντες ἀπόφοιτοι θά δύνανται νά ἐγγραφοῦν εἰς τό πρῶτον ἔτος τῆς σχολῆς. — [47, 618, 220, 709]
table-cell: ΤΗΛΕΟΡΑΣΙΣ — [939, 1737, 988, 1748]
table-cell: ΡΑΠΤΟΜΗΧΑΝΗ — [939, 1662, 993, 1672]
table-cell: 81120 — [900, 1603, 924, 1614]
table-cell: ΑΘΗΝΑΙ — [1014, 1537, 1044, 1547]
paragraph: Τό διοικητικόν συμβούλιον τοῦ Δημοσίου μαιευτηρίου τῆς Θεσσαλονίκης κατόπιν τῆς ὑπ' ἀριθμ. 25/29-12-1971 ἀποφάσεώς του προκηρύσσει κανονικήν πλήρωσιν θέσεων ἰατρῶν. Αἱ αἰτήσεις τῶν ὑποψηφίων ὑποβάλλονται εἰς τό γραφεῖον τοῦ διευθυντοῦ. Δικαιολογητικά: 1. Αἴτησις, 2. Δίπλωμα ἰατρικῆς, 3. Πιστοποιητικόν ὑγείας, 4. Πιστοποιητικόν στρατολογίας. — [47, 1176, 404, 1256]
column-1 — [47, 49, 404, 1547]
table-cell: 35002 — [900, 1747, 924, 1758]
table-cell: ΑΘΗΝΑΙ — [1014, 1613, 1044, 1624]
page-label: Σελίς 6 — [47, 49, 156, 79]
table-cell: 119ΑΟ — [803, 1833, 829, 1844]
table-cell: ΠΕΙΡΑΙΕΥΣ — [1014, 1546, 1059, 1557]
signature: Ὁ πρόεδρος ΣΤ. ΓΙΑΝΝΟΠΟΥΛΟΣ — [813, 246, 977, 258]
table-cell: 116ΑΑ — [803, 1603, 829, 1614]
table-cell: ΠΕΙΡΑΙΕΥΣ — [1014, 1518, 1059, 1529]
paragraph: Ἡ ὀδοντιατρική σχολή, στηριζομένη εἰς τάς διατάξεις τῆς ἀπό 21-9-1971 ἐγκυκλίου τοῦ ὑπουργείου παιδείας ὡς καί τῆς ἀπό 12-1-1972 ἀποφάσεως τῆς συγκλήτου τοῦ πανεπιστημίου, ἐν ὄψει τῶν ἐξετάσεων Φεβρουαρίου, ἀνακοινοῖ ὅτι ἐπετράπη εἰς τούς φοιτητάς ὅπως μεταφέρουν δύο μαθήματα ἀπό τάς ἐξεταστικάς περιόδους τοῦ Ἰουνίου καί τοῦ Σεπτεμβρίου εἰς τήν περίοδον τοῦ Φεβρουαρίου 1972. — [47, 318, 220, 464]
table-cell: 22190 — [900, 1737, 924, 1748]
deh-subtitle: ΕΙΣ ΤΗΝ ΠΕΡΙΟΧΗΝ ΘΕΣΣΑΛΟΝΙΚΗΣ — [1247, 780, 1464, 792]
propo-place: Ἐν Ἀθήναις τῇ 11—1—72 — [827, 2007, 967, 2021]
deh-text: Φέρεται εἰς γνῶσιν τοῦ ἐνδιαφερομένου κοινοῦ ὅτι τήν Τρίτην 18ην Ἰανουαρίου, θά διακοπῆ ἡ παροχή ἠλεκτρικοῦ ρεύματος εἰς τάς περιοχάς Καλαμαριᾶς καί Ἀρετσοῦς ἀπό ὥρας 07.30—17.30 διά τήν ἐκτέλεσιν ἐργασιῶν συντηρήσεως τοῦ δικτύου. Ἡ διακοπή ἐνδέχεται νά διαρκέση ὀλιγώτερον χρόνον. — [1182, 795, 1529, 851]
table-cell: 154ΑΑ — [803, 1595, 829, 1605]
liptol-item-name: —Τεχνικός ἠλεκτρολόγος - μηχανολόγος — [52, 1347, 244, 1358]
cinema-left-line: ΦΑΡΓΚΑΝΗ — [1189, 981, 1258, 995]
table-cell: Α—1901 — [724, 1766, 755, 1777]
ad-cinema — [1177, 875, 1534, 1094]
headline-plirosis-thesis: ΠΛΗΡΩΣΙΣ ΚΕΝΗΣ ΘΕΣΕΩΣ ΚΟΙΝΩΝΙΚΟΥ ΔΙΟΙΚΗΤΙΚΟΥ ΠΡΟΣΩΠΙΚΟΥ — [447, 1009, 589, 1043]
table-cell: ΤΗΛΕΟΡΑΣΙΣ — [939, 1766, 988, 1777]
liptol-note: Οἱ ὑποψήφιοι δέον ὅπως εἶναι ἡλικίας 18—40 ἐτῶν καί ἀπόφοιτοι δημοτικοῦ. Αἱ αἰτήσεις ὑποβάλλονται εἰς τά γραφεῖα τῆς ἑταιρείας. — [52, 1433, 399, 1457]
table-cell: 135ΑΑ — [803, 1853, 829, 1863]
table-cell: ΤΗΛΕΟΡΑΣΙΣ — [939, 1824, 988, 1834]
liptol-item-name: —Ἐργάται ὑπαίθρου — [52, 1370, 149, 1382]
headline-naftikon: ΟΡΙΣΘΗ ΝΕΟΣ ΠΡΟΕΔΡΟΣ ΑΝΑΚΡΙΤΙΚΟΥ ΣΥΜΒΟΥΛΙΟΥ ΝΑΥΤΙΚΩΝ ΑΤΥΧΗΜΑΤΩΝ — [1007, 49, 1153, 82]
cinema-footer: ΤΑΙΝΙΑ "ΣΠΕΝΤΖΟΣ ΦΙΛΜ" — [1297, 1080, 1414, 1091]
table-header: ΚΑΤΗΓΟΡΙΑ ΔΩΡΩΝ — [939, 1510, 1009, 1519]
table-cell: 114ΑΟ — [803, 1843, 829, 1853]
table-cell: 67210 — [900, 1613, 924, 1624]
liptol-item — [52, 1395, 399, 1407]
table-cell: 77250 — [900, 1786, 924, 1796]
ad-deh — [1177, 733, 1534, 867]
table-cell: ΑΘΗΝΑΙ — [1014, 1766, 1044, 1777]
table-cell: ΑΘΗΝΑΙ — [1014, 1662, 1044, 1672]
table-cell: 78904 — [900, 1794, 924, 1805]
bonn-headline: Ἡ Βόννη ἐπανασυνδέει τάς σχέσεις της μέ τόν ἀραβικόν κόσμον — [1189, 74, 1522, 163]
table-cell: ΚΑΡΠΕΝΗΣΙ — [1014, 1843, 1059, 1853]
table-cell: 71030 — [900, 1670, 924, 1681]
table-cell: Α—197 — [724, 1662, 750, 1672]
table-cell: 127ΑΑ — [803, 1556, 829, 1567]
propo-dates: ΚΛΗΡΩΣΙΣ 13—1—72 ΛΗΞΙΣ ΕΞΑΜΗΝΟΥ 13—7—72 — [753, 1993, 1040, 2006]
